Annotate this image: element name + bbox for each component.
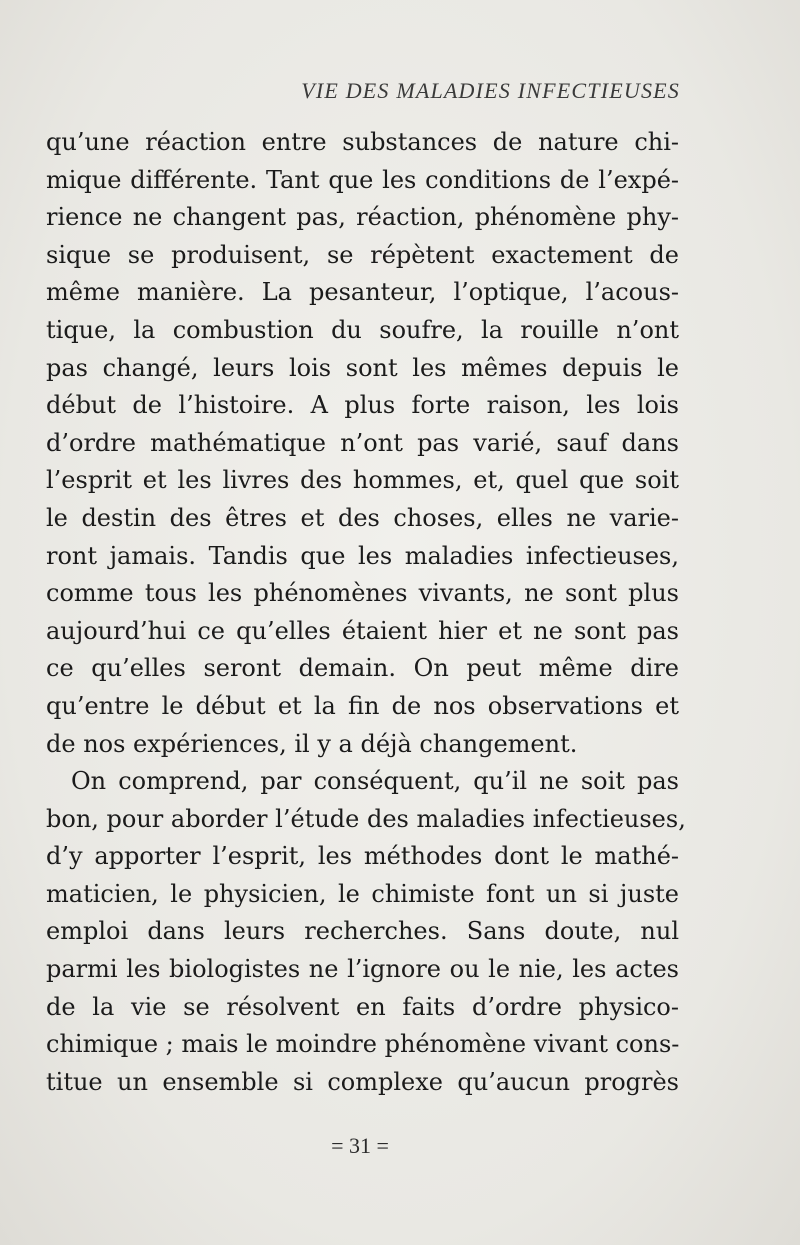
text-line: bon, pour aborder l’étude des maladies infectieuses, xyxy=(46,804,686,833)
text-line: qu’une réaction entre substances de nature chi- xyxy=(46,128,679,156)
text-line: emploi dans leurs recherches. Sans doute, nul xyxy=(46,917,679,946)
text-line: d’y apporter l’esprit, les méthodes dont le mathé- xyxy=(46,842,679,871)
text-line: parmi les biologistes ne l’ignore ou le nie, les actes xyxy=(46,955,679,984)
text-line: mique différente. Tant que les conditions de l’expé- xyxy=(46,165,679,194)
text-line: ront jamais. Tandis que les maladies infectieuses, xyxy=(46,541,679,570)
body-text xyxy=(46,124,686,1101)
text-line: rience ne changent pas, réaction, phénomène phy- xyxy=(46,203,679,232)
text-line: pas changé, leurs lois sont les mêmes depuis le xyxy=(46,353,679,382)
text-line: comme tous les phénomènes vivants, ne sont plus xyxy=(46,579,679,608)
text-line: qu’entre le début et la fin de nos observations et xyxy=(46,691,679,720)
paragraph-end-line: de nos expériences, il y a déjà changement. xyxy=(46,729,578,758)
text-line: l’esprit et les livres des hommes, et, quel que soit xyxy=(46,466,679,495)
text-line: le destin des êtres et des choses, elles ne varie- xyxy=(46,503,679,532)
text-line: sique se produisent, se répètent exactement de xyxy=(46,240,679,269)
text-line: d’ordre mathématique n’ont pas varié, sauf dans xyxy=(46,428,679,457)
text-line: maticien, le physicien, le chimiste font un si juste xyxy=(46,879,679,908)
running-head: VIE DES MALADIES INFECTIEUSES xyxy=(301,78,680,103)
text-line: de la vie se résolvent en faits d’ordre physico- xyxy=(46,992,679,1021)
page-number: = 31 = xyxy=(331,1133,389,1158)
text-line: aujourd’hui ce qu’elles étaient hier et ne sont pas xyxy=(46,616,679,645)
text-line: début de l’histoire. A plus forte raison, les lois xyxy=(46,391,679,420)
text-line: chimique ; mais le moindre phénomène vivant cons- xyxy=(46,1030,680,1059)
text-line: ce qu’elles seront demain. On peut même dire xyxy=(46,654,679,683)
text-line: tique, la combustion du soufre, la rouille n’ont xyxy=(46,315,679,344)
paragraph-start-line: On comprend, par conséquent, qu’il ne soit pas xyxy=(71,767,679,796)
text-line: même manière. La pesanteur, l’optique, l’acous- xyxy=(46,278,679,307)
text-line: titue un ensemble si complexe qu’aucun progrès xyxy=(46,1067,679,1096)
